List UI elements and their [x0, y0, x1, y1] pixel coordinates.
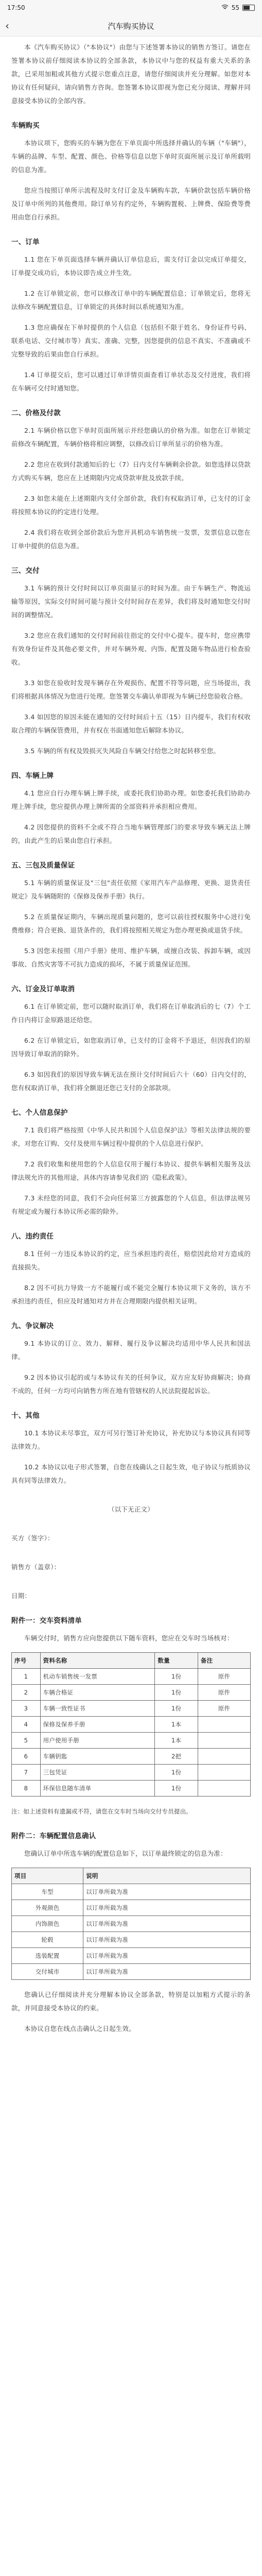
closing-paragraph: 您确认已仔细阅读并充分理解本协议全部条款，特别是以加粗方式提示的条款，并同意接受本协议的约束。	[11, 1991, 251, 2012]
section-paragraph: 8.1 任何一方违反本协议的约定，应当承担违约责任，赔偿因此给对方造成的直接损失。	[11, 1250, 251, 1271]
table-header: 序号	[12, 1653, 41, 1669]
table-cell: 以订单所载为准	[83, 1932, 251, 1948]
page-title: 汽车购买协议	[108, 21, 154, 31]
back-arrow-icon[interactable]: ‹	[5, 20, 9, 32]
section-paragraph: 3.1 车辆的预计交付时间以订单页面显示的时间为准。由于车辆生产、物流运输等原因，实际交付时间可能与预计交付时间存在差异，我们将及时通知您交付时间的调整情况。	[11, 584, 251, 619]
section-paragraph: 7.2 我们收集和使用您的个人信息仅用于履行本协议、提供车辆相关服务及法律法规允许的其他用途，具体内容请参见我们的《隐私政策》。	[11, 1160, 251, 1181]
section-paragraph: 9.2 因本协议引起的或与本协议有关的任何争议，双方应友好协商解决；协商不成的，任何一方均可向销售方所在地有管辖权的人民法院提起诉讼。	[11, 1374, 251, 1395]
table-cell	[198, 1717, 250, 1733]
section-title: 一、订单	[11, 238, 40, 246]
table-header-row	[12, 1868, 251, 1884]
wifi-icon	[221, 4, 229, 11]
table-cell	[198, 1733, 250, 1749]
section-paragraph: 3.2 您应在我们通知的交付时间前往指定的交付中心提车。提车时，您应携带有效身份证件及其他必要文件，并对车辆外观、内饰、配置及随车物品进行检查验收。	[11, 632, 251, 666]
buyer-signature: 买方（签字）：	[11, 1534, 54, 1542]
table-row	[12, 1781, 251, 1797]
table-header-row	[12, 1653, 251, 1669]
table-row	[12, 1948, 251, 1964]
table-cell: 外观颜色	[12, 1900, 83, 1916]
closing-paragraph: 本协议自您在线点击确认之日起生效。	[24, 2025, 135, 2032]
battery-level: 55	[231, 4, 239, 11]
table-body	[12, 1884, 251, 1980]
table-cell: 原件	[198, 1701, 250, 1717]
appendix-title: 附件一：交车资料清单	[11, 1617, 82, 1625]
section-title: 七、个人信息保护	[11, 1109, 68, 1117]
table-cell: 1份	[155, 1765, 198, 1781]
section-paragraph: 2.1 车辆价格以您下单时页面所展示并经您确认的价格为准。如您在订单锁定前修改车辆配置，车辆价格将相应调整，以修改后订单所显示的价格为准。	[11, 427, 251, 448]
definitions-title: 车辆购买	[11, 122, 40, 130]
section-title: 三、交付	[11, 567, 40, 575]
battery-icon	[242, 5, 255, 11]
table-cell: 三包凭证	[40, 1765, 155, 1781]
status-time: 17:50	[7, 4, 25, 11]
table-row	[12, 1669, 251, 1685]
section-title: 八、违约责任	[11, 1232, 54, 1241]
table-cell: 机动车销售统一发票	[40, 1669, 155, 1685]
section-paragraph: 7.3 未经您的同意，我们不会向任何第三方披露您的个人信息，但法律法规另有规定或为履行本协议所必需的除外。	[11, 1194, 251, 1215]
section-paragraph: 2.3 如您未能在上述期限内支付全部价款，我们有权取消订单，已支付的订金将按照本协议的约定进行处理。	[11, 495, 251, 516]
table-header: 数量	[155, 1653, 198, 1669]
table-note: 注：如上述资料有遗漏或不符，请您在交车时当场向交付专员提出。	[11, 1808, 192, 1815]
table-cell: 以订单所载为准	[83, 1964, 251, 1980]
appendix2-intro: 您确认订单中所选车辆的配置信息如下，以订单最终锁定的信息为准：	[24, 1850, 227, 1857]
table-cell: 车型	[12, 1884, 83, 1900]
table-cell: 保修及保养手册	[40, 1717, 155, 1733]
table-cell: 以订单所载为准	[83, 1948, 251, 1964]
section-paragraph: 8.2 因不可抗力导致一方不能履行或不能完全履行本协议项下义务的，该方不承担违约责任，但应及时通知对方并在合理期限内提供相关证明。	[11, 1284, 251, 1305]
section-title: 四、车辆上牌	[11, 772, 54, 780]
table-body	[12, 1669, 251, 1797]
section-paragraph: 9.1 本协议的订立、效力、解释、履行及争议解决均适用中华人民共和国法律。	[11, 1340, 251, 1361]
table-cell: 车辆一致性证书	[40, 1701, 155, 1717]
table-cell: 3	[12, 1701, 41, 1717]
section-paragraph: 1.2 在订单锁定前，您可以修改订单中的车辆配置信息；订单锁定后，您将无法修改车辆配置信息，订单锁定的具体时间以系统通知为准。	[11, 290, 251, 311]
section-paragraph: 6.3 如因我们的原因导致车辆无法在预计交付时间后六十（60）日内交付的，您有权取消订单，我们将全额退还您已支付的全部款项。	[11, 1071, 251, 1092]
sections-container	[11, 235, 251, 1487]
section-paragraph: 3.4 如因您的原因未能在通知的交付时间后十五（15）日内提车，我们有权收取合理的车辆保管费用，并有权在书面通知您后解除本协议。	[11, 713, 251, 734]
table-cell: 用户使用手册	[40, 1733, 155, 1749]
section-paragraph: 7.1 我们将严格按照《中华人民共和国个人信息保护法》等相关法律法规的要求，对您在订购、交付及使用车辆过程中提供的个人信息进行保护。	[11, 1126, 251, 1147]
table-cell: 1份	[155, 1701, 198, 1717]
intro-paragraph: 本《汽车购买协议》（"本协议"）由您与下述签署本协议的销售方签订。请您在签署本协议前仔细阅读本协议的全部条款，本协议中与您的权益有重大关系的条款，已采用加粗或其他方式提示您重点注意，请您仔细阅读并充分理解。如您对本协议有任何疑问，请向销售方咨询。您签署本协议即视为您已充分阅读、理解并同意接受本协议的全部内容。	[11, 43, 251, 105]
appendix2-title: 附件二：车辆配置信息确认	[11, 1832, 96, 1840]
table-cell: 1份	[155, 1781, 198, 1797]
table-row	[12, 1701, 251, 1717]
table-cell: 1份	[155, 1669, 198, 1685]
table-cell: 8	[12, 1781, 41, 1797]
table-row	[12, 1733, 251, 1749]
table-cell: 1份	[155, 1685, 198, 1701]
table-cell: 5	[12, 1733, 41, 1749]
section-title: 十、其他	[11, 1412, 40, 1420]
table-cell	[198, 1765, 250, 1781]
table-cell: 7	[12, 1765, 41, 1781]
appendix-intro: 车辆交付时，销售方应向您提供以下随车资料，您应在交车时当场核对：	[24, 1634, 234, 1642]
section-paragraph: 10.1 本协议未尽事宜，双方可另行签订补充协议，补充协议与本协议具有同等法律效力。	[11, 1429, 251, 1450]
section-paragraph: 5.2 在质量保证期内，车辆出现质量问题的，您可以前往授权服务中心进行免费维修；符合更换、退货条件的，我们将按照相关规定为您办理更换或退货手续。	[11, 913, 251, 934]
section-paragraph: 6.2 在订单锁定后，如您取消订单，已支付的订金将不予退还，但因我们的原因导致订单取消的除外。	[11, 1037, 251, 1058]
section-paragraph: 4.1 您应自行办理车辆上牌手续，或委托我们协助办理。如您委托我们协助办理上牌手续，您应提供办理上牌所需的全部资料并承担相应费用。	[11, 789, 251, 810]
no-text-below: （以下无正文）	[108, 1505, 154, 1513]
sign-date: 日期：	[11, 1592, 31, 1600]
delivery-documents-table	[11, 1652, 251, 1797]
table-cell: 车辆钥匙	[40, 1749, 155, 1765]
section-paragraph: 2.4 我们将在收到全部价款后为您开具机动车销售统一发票，发票信息以您在订单中提供的信息为准。	[11, 529, 251, 550]
table-row	[12, 1932, 251, 1948]
table-row	[12, 1749, 251, 1765]
table-cell: 环保信息随车清单	[40, 1781, 155, 1797]
section-paragraph: 1.1 您在下单页面选择车辆并确认订单信息后，需支付订金以完成订单提交，订单提交成功后，本协议即告成立并生效。	[11, 256, 251, 277]
section-paragraph: 5.1 车辆的质量保证及"三包"责任依照《家用汽车产品修理、更换、退货责任规定》及车辆随附的《保修及保养手册》执行。	[11, 879, 251, 900]
table-cell: 原件	[198, 1685, 250, 1701]
table-cell: 以订单所载为准	[83, 1884, 251, 1900]
table-cell: 选装配置	[12, 1948, 83, 1964]
table-row	[12, 1717, 251, 1733]
section-paragraph: 3.5 车辆的所有权及毁损灭失风险自车辆交付给您之时起转移至您。	[24, 747, 220, 755]
table-cell: 交付城市	[12, 1964, 83, 1980]
table-cell: 以订单所载为准	[83, 1900, 251, 1916]
section-paragraph: 5.3 因您未按照《用户手册》使用、维护车辆，或擅自改装、拆卸车辆，或因事故、自然灾害等不可抗力造成的损坏，不属于质量保证范围。	[11, 947, 251, 968]
table-header: 资料名称	[40, 1653, 155, 1669]
table-row	[12, 1964, 251, 1980]
table-row	[12, 1884, 251, 1900]
table-row	[12, 1916, 251, 1932]
table-cell: 车辆合格证	[40, 1685, 155, 1701]
section-paragraph: 2.2 您应在收到付款通知后的七（7）日内支付车辆剩余价款。如您选择以贷款方式购买车辆，您应在上述期限内完成贷款审批及放款手续。	[11, 461, 251, 482]
vehicle-config-table	[11, 1868, 251, 1980]
section-title: 六、订金及订单取消	[11, 985, 75, 993]
status-right	[221, 4, 255, 11]
section-paragraph: 10.2 本协议以电子形式签署，自您在线确认之日起生效，电子协议与纸质协议具有同等法律效力。	[11, 1463, 251, 1484]
section-title: 二、价格及付款	[11, 409, 61, 417]
table-cell: 1本	[155, 1733, 198, 1749]
table-row	[12, 1685, 251, 1701]
table-cell: 1本	[155, 1717, 198, 1733]
table-cell: 2	[12, 1685, 41, 1701]
status-bar	[0, 0, 262, 15]
section-paragraph: 6.1 在订单锁定前，您可以随时取消订单，我们将在订单取消后的七（7）个工作日内将订金原路退还给您。	[11, 1003, 251, 1024]
nav-bar	[0, 15, 262, 37]
table-cell: 2把	[155, 1749, 198, 1765]
table-cell	[198, 1749, 250, 1765]
table-cell	[198, 1781, 250, 1797]
table-row	[12, 1900, 251, 1916]
section-paragraph: 1.4 订单提交后，您可以通过订单详情页面查看订单状态及交付进度，我们将在车辆可交付时通知您。	[11, 371, 251, 392]
section-paragraph: 1.3 您应确保在下单时提供的个人信息（包括但不限于姓名、身份证件号码、联系电话、交付城市等）真实、准确、完整，因您提供的信息不真实、不准确或不完整导致的后果由您自行承担。	[11, 324, 251, 358]
table-cell: 轮毂	[12, 1932, 83, 1948]
section-paragraph: 4.2 因您提供的资料不全或不符合当地车辆管理部门的要求导致车辆无法上牌的，由此产生的后果由您自行承担。	[11, 823, 251, 844]
closing-container	[11, 1988, 251, 2036]
table-header: 说明	[83, 1868, 251, 1884]
status-left	[7, 4, 25, 11]
table-cell: 以订单所载为准	[83, 1916, 251, 1932]
section-title: 五、三包及质量保证	[11, 861, 75, 870]
table-cell: 原件	[198, 1669, 250, 1685]
agreement-body	[0, 37, 262, 2063]
definitions-paragraph: 您应当按照订单所示流程及时支付订金及车辆购车款，车辆价款包括车辆价格及订单中所列的其他费用。除订单另有约定外，车辆购置税、上牌费、保险费等费用由您自行承担。	[11, 187, 251, 221]
section-title: 九、争议解决	[11, 1322, 54, 1330]
table-row	[12, 1765, 251, 1781]
section-paragraph: 3.3 如您在验收时发现车辆存在外观损伤、配置不符等问题，应当场提出，我们将根据具体情况为您进行处理。您签署交车确认单即视为车辆已经您验收合格。	[11, 679, 251, 700]
table-cell: 4	[12, 1717, 41, 1733]
seller-signature: 销售方（盖章）：	[11, 1563, 61, 1571]
table-header: 备注	[198, 1653, 250, 1669]
table-cell: 内饰颜色	[12, 1916, 83, 1932]
table-cell: 6	[12, 1749, 41, 1765]
definitions-paragraph: 本协议项下，您购买的车辆为您在下单页面中所选择并确认的车辆（"车辆"），车辆的品牌、车型、配置、颜色、价格等信息以您下单时页面所展示及订单所载明的信息为准。	[11, 139, 251, 174]
table-header: 项目	[12, 1868, 83, 1884]
table-cell: 1	[12, 1669, 41, 1685]
